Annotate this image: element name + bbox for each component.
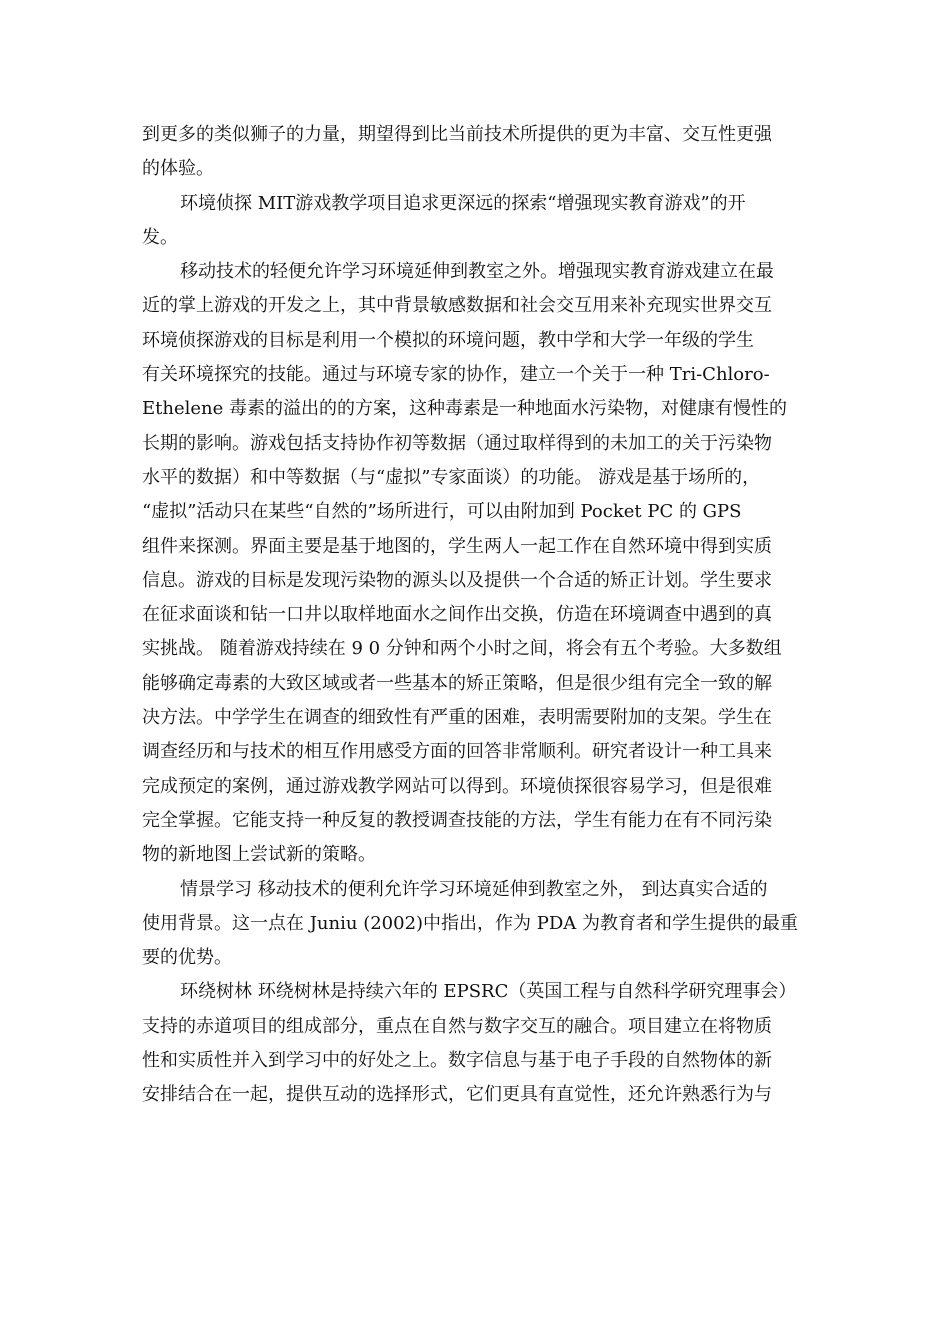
text-line: 近的掌上游戏的开发之上，其中背景敏感数据和社会交互用来补充现实世界交互 [142, 295, 772, 317]
paragraph-start-line: 环境侦探 MIT游戏教学项目追求更深远的探索“增强现实教育游戏”的开 [180, 192, 746, 214]
text-line: 要的优势。 [142, 947, 232, 969]
text-line: 使用背景。这一点在 Juniu (2002)中指出，作为 PDA 为教育者和学生提供的最重 [142, 912, 799, 934]
text-line: 支持的赤道项目的组成部分，重点在自然与数字交互的融合。项目建立在将物质 [142, 1015, 772, 1037]
text-line: 有关环境探究的技能。通过与环境专家的协作，建立一个关于一种 Tri-Chloro- [142, 364, 770, 386]
text-line: 组件来探测。界面主要是基于地图的，学生两人一起工作在自然环境中得到实质 [142, 535, 772, 557]
text-line: 水平的数据）和中等数据（与“虚拟”专家面谈）的功能。 游戏是基于场所的， [142, 466, 761, 488]
paragraph-start-line: 环绕树林 环绕树林是持续六年的 EPSRC（英国工程与自然科学研究理事会） [180, 981, 797, 1003]
body-text [142, 118, 808, 1113]
text-line: 信息。游戏的目标是发现污染物的源头以及提供一个合适的矫正计划。学生要求 [142, 569, 772, 591]
text-line: 能够确定毒素的大致区域或者一些基本的矫正策略，但是很少组有完全一致的解 [142, 672, 772, 694]
text-line: Ethelene 毒素的溢出的的方案，这种毒素是一种地面水污染物，对健康有慢性的 [142, 398, 787, 420]
text-line: 安排结合在一起，提供互动的选择形式，它们更具有直觉性，还允许熟悉行为与 [142, 1084, 772, 1106]
text-line: 调查经历和与技术的相互作用感受方面的回答非常顺利。研究者设计一种工具来 [142, 741, 772, 763]
text-line: 发。 [142, 226, 178, 248]
text-line: 环境侦探游戏的目标是利用一个模拟的环境问题，教中学和大学一年级的学生 [142, 329, 754, 351]
text-line: “虚拟”活动只在某些“自然的”场所进行，可以由附加到 Pocket PC 的 GPS [142, 501, 742, 523]
text-line: 在征求面谈和钻一口井以取样地面水之间作出交换，仿造在环境调查中遇到的真 [142, 604, 772, 626]
text-line: 性和实质性并入到学习中的好处之上。数字信息与基于电子手段的自然物体的新 [142, 1050, 772, 1072]
text-line: 到更多的类似狮子的力量，期望得到比当前技术所提供的更为丰富、交互性更强 [142, 124, 772, 145]
text-line: 完成预定的案例，通过游戏教学网站可以得到。环境侦探很容易学习，但是很难 [142, 775, 772, 797]
text-line: 实挑战。 随着游戏持续在 9 0 分钟和两个小时之间，将会有五个考验。大多数组 [142, 638, 782, 660]
text-line: 物的新地图上尝试新的策略。 [142, 844, 376, 866]
text-line: 决方法。中学学生在调查的细致性有严重的困难，表明需要附加的支架。学生在 [142, 707, 772, 729]
paragraph-start-line: 移动技术的轻便允许学习环境延伸到教室之外。增强现实教育游戏建立在最 [180, 261, 774, 283]
paragraph-start-line: 情景学习 移动技术的便利允许学习环境延伸到教室之外， 到达真实合适的 [180, 878, 768, 900]
text-line: 完全掌握。它能支持一种反复的教授调查技能的方法，学生有能力在有不同污染 [142, 809, 772, 831]
text-line: 的体验。 [142, 158, 214, 180]
text-line: 长期的影响。游戏包括支持协作初等数据（通过取样得到的未加工的关于污染物 [142, 432, 772, 454]
